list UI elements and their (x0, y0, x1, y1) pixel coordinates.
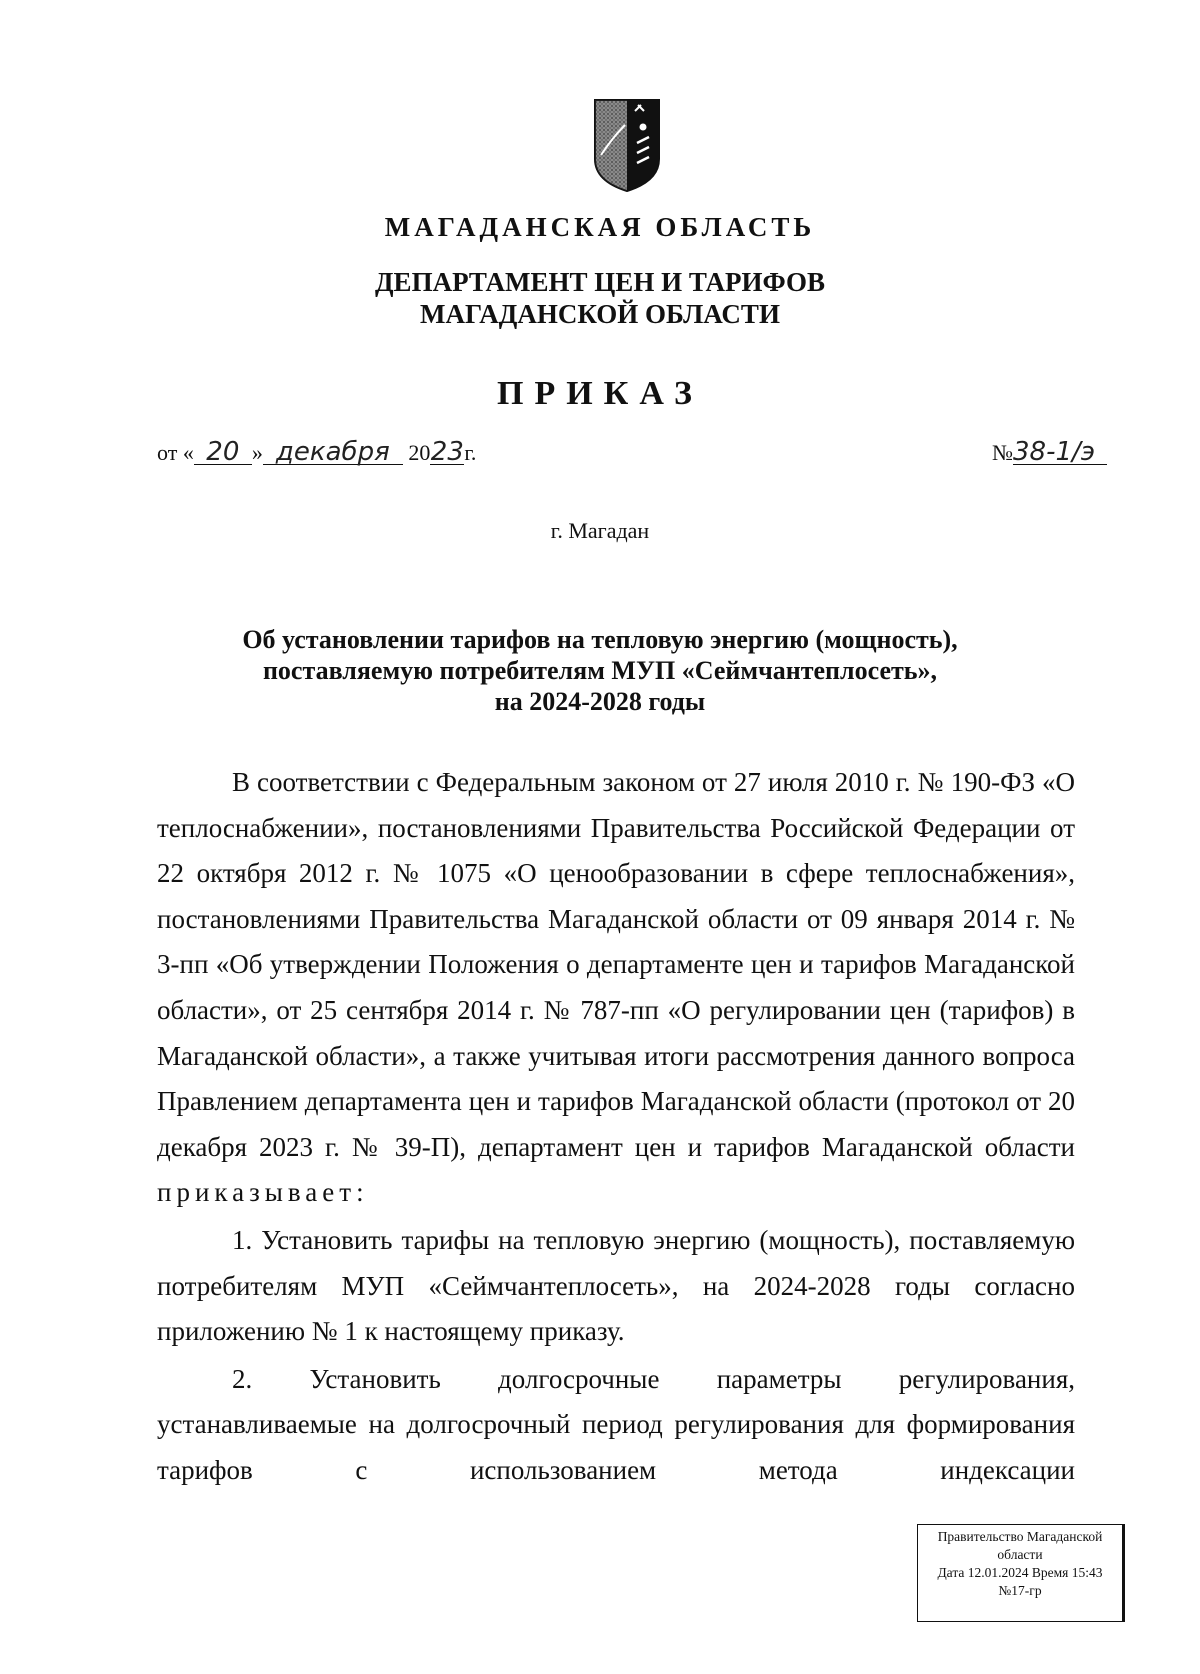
stamp-line-2: области (997, 1547, 1043, 1562)
order-date (157, 437, 477, 467)
clause-1-paragraph: 1. Установить тарифы на тепловую энергию (мощность), поставляемую потребителям МУП «Сеймчантеплосеть», на 2024-2028 годы согласно приложению № 1 к настоящему приказу. (157, 1224, 1075, 1347)
number-prefix: № (992, 440, 1013, 465)
stamp-line-3: Дата 12.01.2024 Время 15:43 (937, 1565, 1103, 1580)
city-name: г. Магадан (550, 518, 650, 543)
date-year-prefix: 20 (408, 440, 431, 465)
registration-stamp (917, 1524, 1125, 1622)
subject-line-3: на 2024-2028 годы (494, 687, 706, 716)
order-number (992, 437, 1107, 467)
coat-of-arms-icon (591, 97, 663, 193)
subject-line-2: поставляемую потребителям МУП «Сеймчантеплосеть», (262, 656, 938, 685)
department-title-line-2: МАГАДАНСКОЙ ОБЛАСТИ (420, 299, 780, 329)
date-year-unit: г. (464, 440, 477, 465)
department-title-line-1: ДЕПАРТАМЕНТ ЦЕН И ТАРИФОВ (374, 267, 826, 297)
stamp-line-4: №17-гр (998, 1583, 1042, 1598)
date-day: 20 (194, 440, 252, 465)
preamble-text: В соответствии с Федеральным законом от 27 июля 2010 г. № 190-ФЗ «О теплоснабжении», постановлениями Правительства Российской Федерации от 22 октября 2012 г. № 1075 «О ценообразовании в сфере теплоснабжения», постановлениями Правительства Магаданской области от 09 января 2014 г. № 3-пп «Об утверждении Положения о департаменте цен и тарифов Магаданской области», от 25 сентября 2014 г. № 787-пп «О регулировании цен (тарифов) в Магаданской области», а также учитывая итоги рассмотрения данного вопроса Правлением департамента цен и тарифов Магаданской области (протокол от 20 декабря 2023 г. № 39-П), департамент цен и тарифов Магаданской области (157, 767, 1075, 1162)
number-value: 38-1/э (1013, 440, 1107, 465)
date-year-suffix: 23 (430, 437, 464, 467)
document-type-title: ПРИКАЗ (497, 375, 703, 412)
subject-line-1: Об установлении тарифов на тепловую энергию (мощность), (242, 625, 958, 654)
department-title (0, 266, 1200, 330)
preamble-end: : (356, 1177, 364, 1208)
stamp-line-1: Правительство Магаданской (937, 1529, 1103, 1544)
order-subject (0, 624, 1200, 717)
date-prefix: от « (157, 440, 194, 465)
order-body (157, 760, 1075, 1496)
region-title: МАГАДАНСКАЯ ОБЛАСТЬ (384, 212, 816, 242)
directive-word: приказывает (157, 1177, 357, 1208)
date-month: декабря (263, 440, 403, 465)
clause-2-paragraph: 2. Установить долгосрочные параметры регулирования, устанавливаемые на долгосрочный период регулирования для формирования тарифов с использованием метода индексации (157, 1363, 1075, 1485)
date-quote-close: » (251, 440, 263, 465)
preamble-paragraph (157, 760, 1075, 1216)
